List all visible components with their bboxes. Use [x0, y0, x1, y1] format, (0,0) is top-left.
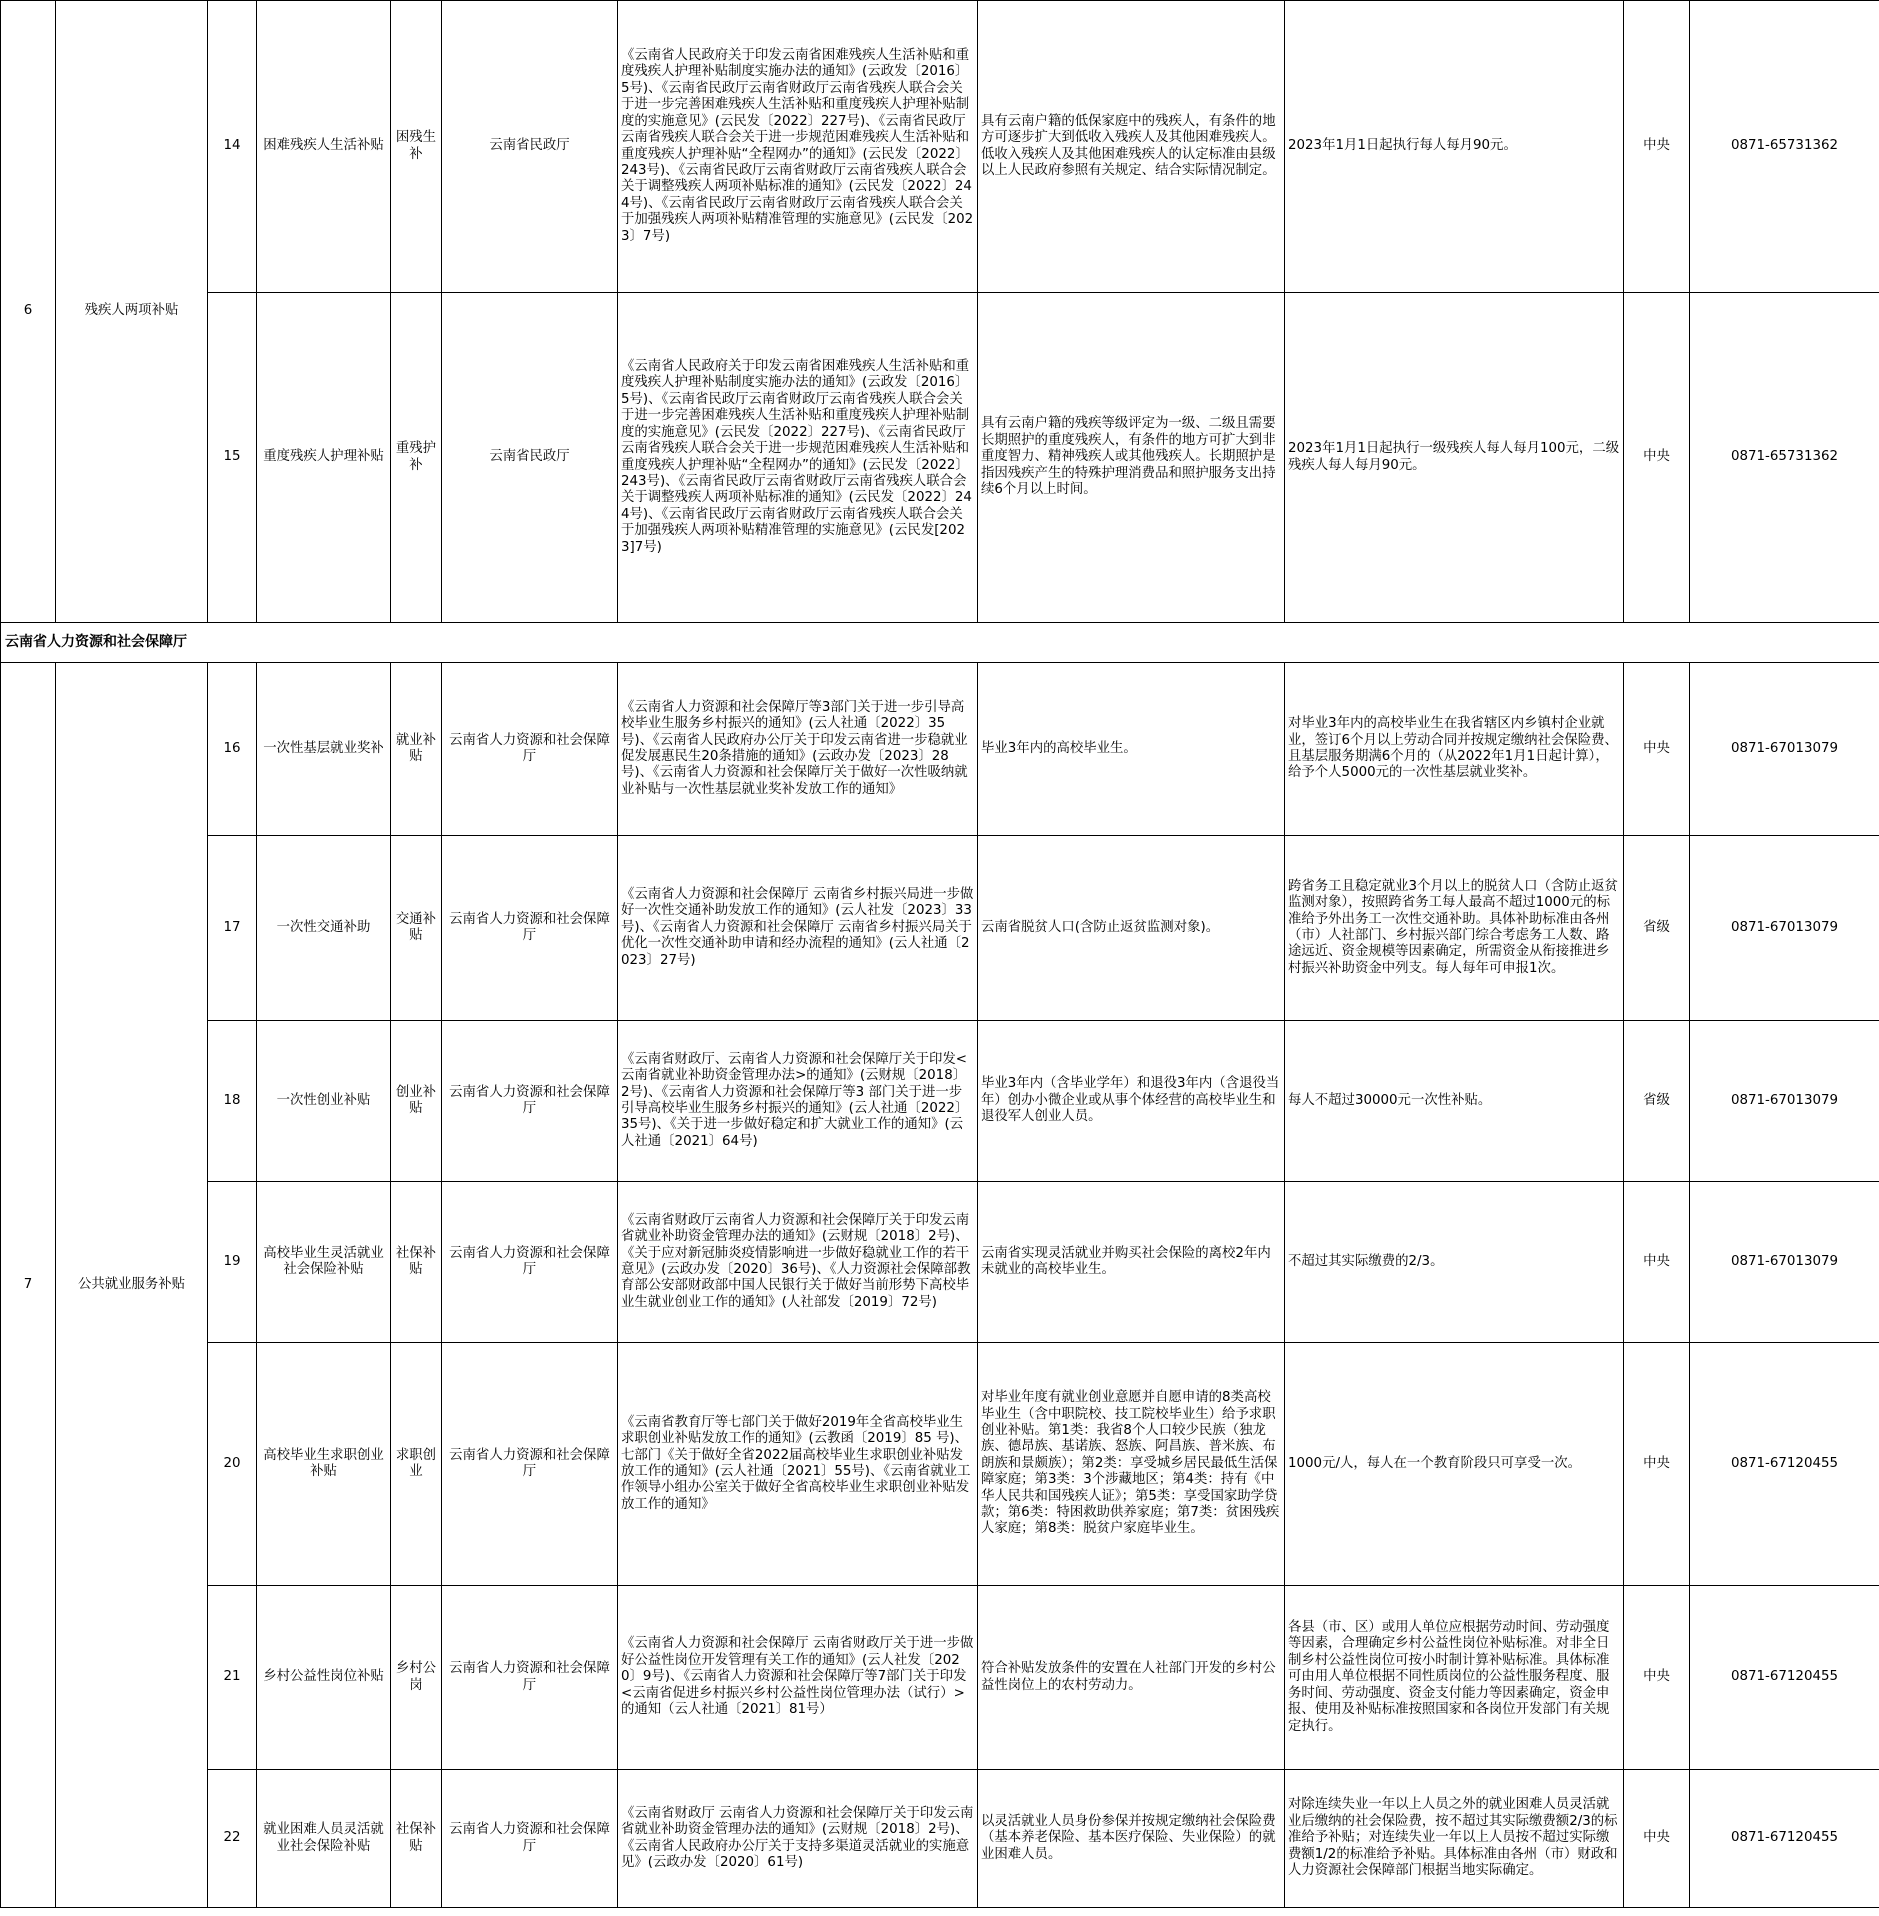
section-row [1, 623, 1879, 663]
table-row [1, 836, 1879, 1021]
source-cell: 省级 [1624, 1021, 1690, 1182]
phone-cell: 0871-65731362 [1690, 1, 1879, 293]
table-row [1, 1770, 1879, 1908]
item-no-cell: 21 [208, 1586, 257, 1770]
basis-cell: 《云南省人民政府关于印发云南省困难残疾人生活补贴和重度残疾人护理补贴制度实施办法的通知》(云政发〔2016〕5号)、《云南省民政厅云南省财政厅云南省残疾人联合会关于进一步完善困难残疾人生活补贴和重度残疾人护理补贴制度的实施意见》(云民发〔2022〕227号)、《云南省民政厅云南省残疾人联合会关于进一步规范困难残疾人生活补贴和重度残疾人护理补贴“全程网办”的通知》(云民发〔2022〕243号)、《云南省民政厅云南省财政厅云南省残疾人联合会关于调整残疾人两项补贴标准的通知》(云民发〔2022〕244号)、《云南省民政厅云南省财政厅云南省残疾人联合会关于加强残疾人两项补贴精准管理的实施意见》(云民发〔2023〕7号) [618, 1, 978, 293]
basis-cell: 《云南省人力资源和社会保障厅 云南省乡村振兴局进一步做好一次性交通补助发放工作的通知》(云人社发〔2023〕33号)、《云南省人力资源和社会保障厅 云南省乡村振兴局关于优化一次性交通补助申请和经办流程的通知》(云人社通〔2023〕27号) [618, 836, 978, 1021]
item-no-cell: 15 [208, 293, 257, 623]
dept-cell: 云南省民政厅 [442, 293, 618, 623]
standard-cell: 对毕业3年内的高校毕业生在我省辖区内乡镇村企业就业，签订6个月以上劳动合同并按规定缴纳社会保险费、且基层服务期满6个月的（从2022年1月1日起计算），给予个人5000元的一次性基层就业奖补。 [1285, 663, 1624, 836]
dept-cell: 云南省人力资源和社会保障厅 [442, 1586, 618, 1770]
standard-cell: 2023年1月1日起执行每人每月90元。 [1285, 1, 1624, 293]
item-no-cell: 18 [208, 1021, 257, 1182]
category-cell: 社保补贴 [391, 1182, 442, 1343]
source-cell: 中央 [1624, 1343, 1690, 1586]
category-cell: 社保补贴 [391, 1770, 442, 1908]
project-cell: 公共就业服务补贴 [56, 663, 208, 1908]
standard-cell: 2023年1月1日起执行一级残疾人每人每月100元，二级残疾人每人每月90元。 [1285, 293, 1624, 623]
phone-cell: 0871-67013079 [1690, 836, 1879, 1021]
dept-cell: 云南省人力资源和社会保障厅 [442, 1182, 618, 1343]
category-cell: 求职创业 [391, 1343, 442, 1586]
dept-cell: 云南省人力资源和社会保障厅 [442, 1021, 618, 1182]
item-name-cell: 就业困难人员灵活就业社会保险补贴 [257, 1770, 391, 1908]
target-cell: 云南省实现灵活就业并购买社会保险的离校2年内未就业的高校毕业生。 [978, 1182, 1285, 1343]
item-no-cell: 22 [208, 1770, 257, 1908]
item-name-cell: 一次性交通补助 [257, 836, 391, 1021]
target-cell: 云南省脱贫人口(含防止返贫监测对象)。 [978, 836, 1285, 1021]
category-cell: 创业补贴 [391, 1021, 442, 1182]
category-cell: 就业补贴 [391, 663, 442, 836]
dept-cell: 云南省人力资源和社会保障厅 [442, 1770, 618, 1908]
project-cell: 残疾人两项补贴 [56, 1, 208, 623]
seq-cell: 7 [1, 663, 56, 1908]
item-name-cell: 乡村公益性岗位补贴 [257, 1586, 391, 1770]
item-no-cell: 14 [208, 1, 257, 293]
source-cell: 中央 [1624, 1182, 1690, 1343]
standard-cell: 每人不超过30000元一次性补贴。 [1285, 1021, 1624, 1182]
basis-cell: 《云南省财政厅、云南省人力资源和社会保障厅关于印发<云南省就业补助资金管理办法>的通知》(云财规〔2018〕2号)、《云南省人力资源和社会保障厅等3 部门关于进一步引导高校毕业生服务乡村振兴的通知》(云人社通〔2022〕35号)、《关于进一步做好稳定和扩大就业工作的通知》(云人社通〔2021〕64号) [618, 1021, 978, 1182]
item-name-cell: 困难残疾人生活补贴 [257, 1, 391, 293]
item-no-cell: 17 [208, 836, 257, 1021]
source-cell: 中央 [1624, 663, 1690, 836]
target-cell: 具有云南户籍的低保家庭中的残疾人，有条件的地方可逐步扩大到低收入残疾人及其他困难残疾人。低收入残疾人及其他困难残疾人的认定标准由县级以上人民政府参照有关规定、结合实际情况制定。 [978, 1, 1285, 293]
basis-cell: 《云南省人力资源和社会保障厅等3部门关于进一步引导高校毕业生服务乡村振兴的通知》(云人社通〔2022〕35号)、《云南省人民政府办公厅关于印发云南省进一步稳就业促发展惠民生20条措施的通知》(云政办发〔2023〕28号)、《云南省人力资源和社会保障厅关于做好一次性吸纳就业补贴与一次性基层就业奖补发放工作的通知》 [618, 663, 978, 836]
phone-cell: 0871-67120455 [1690, 1770, 1879, 1908]
basis-cell: 《云南省财政厅云南省人力资源和社会保障厅关于印发云南省就业补助资金管理办法的通知》(云财规〔2018〕2号)、《关于应对新冠肺炎疫情影响进一步做好稳就业工作的若干意见》(云政办发〔2020〕36号)、《人力资源社会保障部教育部公安部财政部中国人民银行关于做好当前形势下高校毕业生就业创业工作的通知》(人社部发〔2019〕72号) [618, 1182, 978, 1343]
table-row [1, 1, 1879, 293]
target-cell: 毕业3年内（含毕业学年）和退役3年内（含退役当年）创办小微企业或从事个体经营的高校毕业生和退役军人创业人员。 [978, 1021, 1285, 1182]
item-no-cell: 20 [208, 1343, 257, 1586]
section-title: 云南省人力资源和社会保障厅 [1, 623, 1879, 663]
table-row [1, 1343, 1879, 1586]
target-cell: 毕业3年内的高校毕业生。 [978, 663, 1285, 836]
table-row [1, 1182, 1879, 1343]
source-cell: 中央 [1624, 1, 1690, 293]
source-cell: 中央 [1624, 1770, 1690, 1908]
category-cell: 乡村公岗 [391, 1586, 442, 1770]
basis-cell: 《云南省人民政府关于印发云南省困难残疾人生活补贴和重度残疾人护理补贴制度实施办法的通知》(云政发〔2016〕5号)、《云南省民政厅云南省财政厅云南省残疾人联合会关于进一步完善困难残疾人生活补贴和重度残疾人护理补贴制度的实施意见》(云民发〔2022〕227号)、《云南省民政厅云南省残疾人联合会关于进一步规范困难残疾人生活补贴和重度残疾人护理补贴“全程网办”的通知》(云民发〔2022〕243号)、《云南省民政厅云南省财政厅云南省残疾人联合会关于调整残疾人两项补贴标准的通知》(云民发〔2022〕244号)、《云南省民政厅云南省财政厅云南省残疾人联合会关于加强残疾人两项补贴精准管理的实施意见》(云民发[2023]7号) [618, 293, 978, 623]
basis-cell: 《云南省教育厅等七部门关于做好2019年全省高校毕业生求职创业补贴发放工作的通知》(云教函〔2019〕85 号)、七部门《关于做好全省2022届高校毕业生求职创业补贴发放工作的通知》(云人社通〔2021〕55号)、《云南省就业工作领导小组办公室关于做好全省高校毕业生求职创业补贴发放工作的通知》 [618, 1343, 978, 1586]
phone-cell: 0871-67120455 [1690, 1586, 1879, 1770]
target-cell: 以灵活就业人员身份参保并按规定缴纳社会保险费（基本养老保险、基本医疗保险、失业保险）的就业困难人员。 [978, 1770, 1285, 1908]
category-cell: 困残生补 [391, 1, 442, 293]
seq-cell: 6 [1, 1, 56, 623]
standard-cell: 跨省务工且稳定就业3个月以上的脱贫人口（含防止返贫监测对象），按照跨省务工每人最高不超过1000元的标准给予外出务工一次性交通补助。具体补助标准由各州（市）人社部门、乡村振兴部门综合考虑务工人数、路途远近、资金规模等因素确定，所需资金从衔接推进乡村振兴补助资金中列支。每人每年可申报1次。 [1285, 836, 1624, 1021]
target-cell: 符合补贴发放条件的安置在人社部门开发的乡村公益性岗位上的农村劳动力。 [978, 1586, 1285, 1770]
table-row [1, 663, 1879, 836]
basis-cell: 《云南省财政厅 云南省人力资源和社会保障厅关于印发云南省就业补助资金管理办法的通知》(云财规〔2018〕2号)、《云南省人民政府办公厅关于支持多渠道灵活就业的实施意见》(云政办发〔2020〕61号) [618, 1770, 978, 1908]
phone-cell: 0871-67013079 [1690, 663, 1879, 836]
dept-cell: 云南省人力资源和社会保障厅 [442, 836, 618, 1021]
dept-cell: 云南省人力资源和社会保障厅 [442, 1343, 618, 1586]
phone-cell: 0871-65731362 [1690, 293, 1879, 623]
category-cell: 重残护补 [391, 293, 442, 623]
table-row [1, 1586, 1879, 1770]
phone-cell: 0871-67013079 [1690, 1182, 1879, 1343]
standard-cell: 对除连续失业一年以上人员之外的就业困难人员灵活就业后缴纳的社会保险费，按不超过其实际缴费额2/3的标准给予补贴；对连续失业一年以上人员按不超过实际缴费额1/2的标准给予补贴。具体标准由各州（市）财政和人力资源社会保障部门根据当地实际确定。 [1285, 1770, 1624, 1908]
standard-cell: 各县（市、区）或用人单位应根据劳动时间、劳动强度等因素，合理确定乡村公益性岗位补贴标准。对非全日制乡村公益性岗位可按小时制计算补贴标准。具体标准可由用人单位根据不同性质岗位的公益性服务程度、服务时间、劳动强度、资金支付能力等因素确定，资金申报、使用及补贴标准按照国家和各岗位开发部门有关规定执行。 [1285, 1586, 1624, 1770]
standard-cell: 1000元/人，每人在一个教育阶段只可享受一次。 [1285, 1343, 1624, 1586]
item-name-cell: 一次性创业补贴 [257, 1021, 391, 1182]
standard-cell: 不超过其实际缴费的2/3。 [1285, 1182, 1624, 1343]
item-name-cell: 高校毕业生求职创业补贴 [257, 1343, 391, 1586]
item-no-cell: 16 [208, 663, 257, 836]
table-row [1, 1021, 1879, 1182]
target-cell: 具有云南户籍的残疾等级评定为一级、二级且需要长期照护的重度残疾人，有条件的地方可扩大到非重度智力、精神残疾人或其他残疾人。长期照护是指因残疾产生的特殊护理消费品和照护服务支出持续6个月以上时间。 [978, 293, 1285, 623]
table-row [1, 293, 1879, 623]
source-cell: 省级 [1624, 836, 1690, 1021]
item-name-cell: 重度残疾人护理补贴 [257, 293, 391, 623]
source-cell: 中央 [1624, 1586, 1690, 1770]
category-cell: 交通补贴 [391, 836, 442, 1021]
basis-cell: 《云南省人力资源和社会保障厅 云南省财政厅关于进一步做好公益性岗位开发管理有关工作的通知》(云人社发〔2020〕9号)、《云南省人力资源和社会保障厅等7部门关于印发<云南省促进乡村振兴乡村公益性岗位管理办法（试行）>的通知（云人社通〔2021〕81号） [618, 1586, 978, 1770]
target-cell: 对毕业年度有就业创业意愿并自愿申请的8类高校毕业生（含中职院校、技工院校毕业生）给予求职创业补贴。第1类：我省8个人口较少民族（独龙族、德昂族、基诺族、怒族、阿昌族、普米族、布朗族和景颇族）；第2类：享受城乡居民最低生活保障家庭；第3类：3个涉藏地区；第4类：持有《中华人民共和国残疾人证》；第5类：享受国家助学贷款；第6类：特困救助供养家庭；第7类：贫困残疾人家庭；第8类：脱贫户家庭毕业生。 [978, 1343, 1285, 1586]
source-cell: 中央 [1624, 293, 1690, 623]
item-no-cell: 19 [208, 1182, 257, 1343]
item-name-cell: 高校毕业生灵活就业社会保险补贴 [257, 1182, 391, 1343]
phone-cell: 0871-67013079 [1690, 1021, 1879, 1182]
item-name-cell: 一次性基层就业奖补 [257, 663, 391, 836]
dept-cell: 云南省民政厅 [442, 1, 618, 293]
phone-cell: 0871-67120455 [1690, 1343, 1879, 1586]
dept-cell: 云南省人力资源和社会保障厅 [442, 663, 618, 836]
